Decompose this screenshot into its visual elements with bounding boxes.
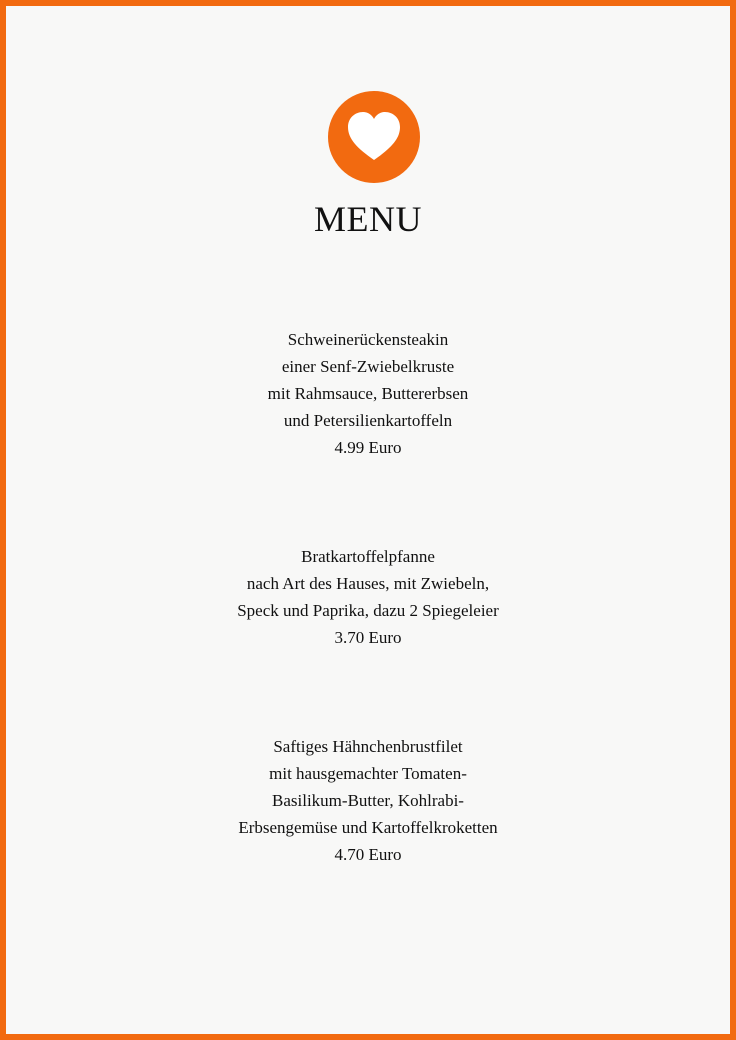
dish-description-line: Schweinerückensteakin [287, 330, 449, 349]
logo-badge [328, 91, 420, 183]
dish-item [6, 326, 730, 461]
dish-item [6, 543, 730, 651]
dish-description-line: Basilikum-Butter, Kohlrabi- [272, 791, 464, 810]
dish-description-line: nach Art des Hauses, mit Zwiebeln, [246, 574, 490, 593]
dish-description-line: Bratkartoffelpfanne [301, 547, 435, 566]
heart-icon [347, 112, 401, 162]
dish-description-line: Saftiges Hähnchenbrustfilet [273, 737, 463, 756]
dish-description-line: und Petersilienkartoffeln [283, 411, 453, 430]
dish-price: 3.70 Euro [334, 628, 402, 647]
dish-description-line: einer Senf-Zwiebelkruste [281, 357, 455, 376]
dish-price: 4.99 Euro [334, 438, 402, 457]
dish-description-line: mit Rahmsauce, Buttererbsen [267, 384, 469, 403]
menu-title: MENU [314, 199, 422, 239]
dish-item [6, 733, 730, 868]
dish-price: 4.70 Euro [334, 845, 402, 864]
dish-description-line: mit hausgemachter Tomaten- [269, 764, 467, 783]
dish-description-line: Speck und Paprika, dazu 2 Spiegeleier [237, 601, 499, 620]
dish-description-line: Erbsengemüse und Kartoffelkroketten [238, 818, 498, 837]
